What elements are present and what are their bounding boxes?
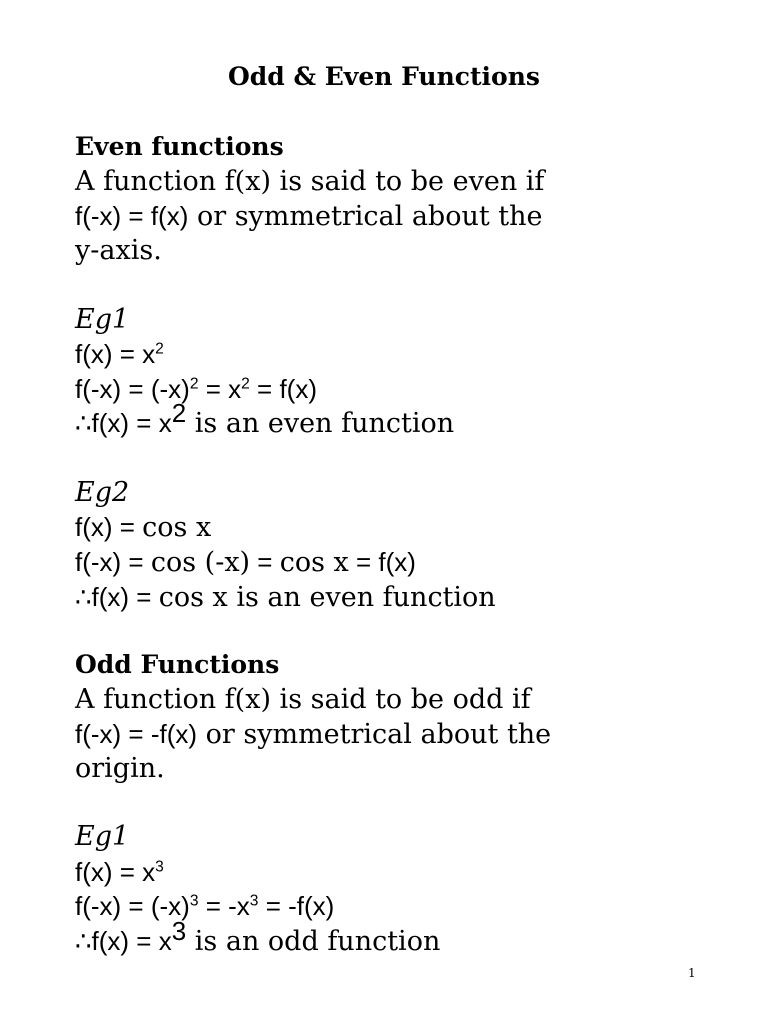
even-definition-line-1: A function f(x) is said to be even if — [75, 166, 545, 197]
even-definition-line-3: y-axis. — [75, 235, 162, 266]
even-eg2-line-2: f(-x) = cos (-x) = cos x = f(x) — [75, 547, 416, 578]
even-eg1-line-1: $f(x) = x^2$ — [75, 339, 164, 369]
odd-eg1-line-2: $f(-x) = (-x)^3 = -x^3 = -f(x)$ — [75, 891, 335, 921]
even-symmetry-text: or symmetrical about the — [188, 201, 543, 232]
odd-functions-heading: Odd Functions — [75, 650, 280, 679]
even-condition: f(-x) = f(x) — [75, 201, 189, 231]
odd-eg1-line-3: ∴f(x) = $x^3$ is an odd function — [75, 916, 441, 957]
even-eg2-line-3: ∴f(x) = cos x is an even function — [75, 582, 496, 613]
odd-condition: f(-x) = -f(x) — [75, 719, 198, 749]
even-eg1-line-3: ∴f(x) = $x^2$ is an even function — [75, 398, 455, 439]
therefore-symbol: ∴ — [75, 408, 92, 438]
page-title: Odd & Even Functions — [228, 62, 540, 91]
odd-definition-line-1: A function f(x) is said to be odd if — [75, 684, 531, 715]
even-functions-heading: Even functions — [75, 132, 284, 161]
odd-definition-line-2 — [75, 717, 551, 752]
odd-eg1-line-1: $f(x) = x^3$ — [75, 857, 164, 887]
even-definition-line-2 — [75, 199, 543, 234]
odd-definition-line-3: origin. — [75, 753, 165, 784]
page-number: 1 — [688, 966, 696, 980]
therefore-symbol: ∴ — [75, 926, 92, 956]
therefore-symbol: ∴ — [75, 582, 92, 612]
odd-eg1-label: Eg1 — [75, 821, 130, 852]
even-eg2-line-1: f(x) = cos x — [75, 512, 212, 543]
even-eg1-label: Eg1 — [75, 304, 130, 335]
even-eg1-line-2: $f(-x) = (-x)^2 = x^2 = f(x)$ — [75, 374, 317, 404]
even-eg2-label: Eg2 — [75, 477, 130, 508]
odd-symmetry-text: or symmetrical about the — [197, 719, 552, 750]
